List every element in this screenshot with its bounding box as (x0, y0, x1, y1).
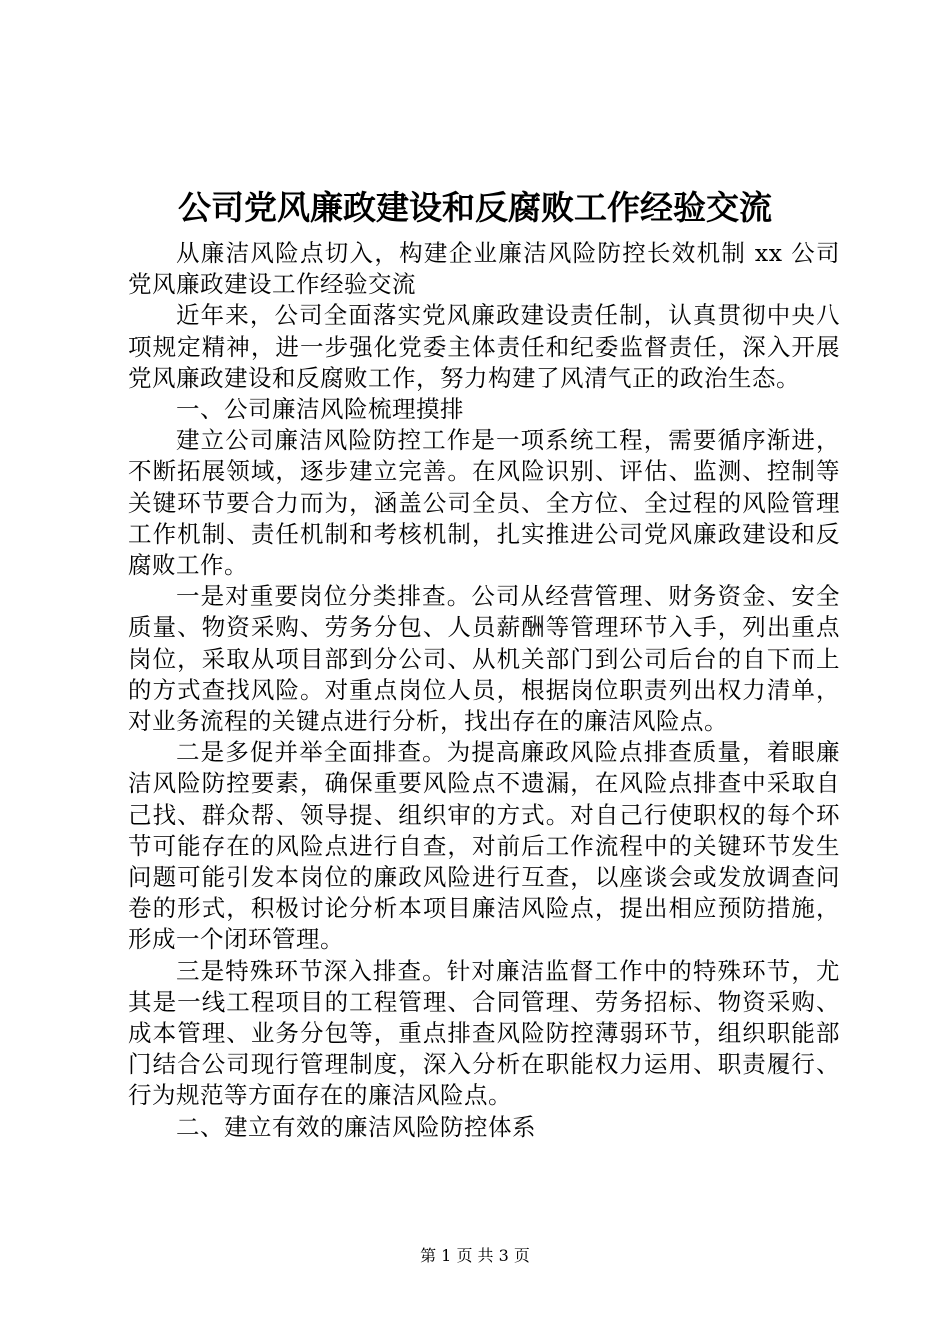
document-body (128, 238, 840, 1143)
paragraph-intro: 近年来，公司全面落实党风廉政建设责任制，认真贯彻中央八项规定精神，进一步强化党委主体责任和纪委监督责任，深入开展党风廉政建设和反腐败工作，努力构建了风清气正的政治生态。 (128, 301, 840, 392)
page-footer: 第 1 页 共 3 页 (420, 1246, 530, 1265)
paragraph-point-1: 一是对重要岗位分类排查。公司从经营管理、财务资金、安全质量、物资采购、劳务分包、人员薪酬等管理环节入手，列出重点岗位，采取从项目部到分公司、从机关部门到公司后台的自下而上的方式查找风险。对重点岗位人员，根据岗位职责列出权力清单，对业务流程的关键点进行分析，找出存在的廉洁风险点。 (128, 582, 840, 736)
paragraph-system: 建立公司廉洁风险防控工作是一项系统工程，需要循序渐进，不断拓展领域，逐步建立完善。在风险识别、评估、监测、控制等关键环节要合力而为，涵盖公司全员、全方位、全过程的风险管理工作机制、责任机制和考核机制，扎实推进公司党风廉政建设和反腐败工作。 (128, 426, 840, 580)
paragraph-subtitle: 从廉洁风险点切入，构建企业廉洁风险防控长效机制 xx 公司党风廉政建设工作经验交流 (128, 239, 840, 299)
document-title: 公司党风廉政建设和反腐败工作经验交流 (178, 188, 772, 227)
section-heading-2: 二、建立有效的廉洁风险防控体系 (176, 1112, 536, 1141)
paragraph-point-2: 二是多促并举全面排查。为提高廉政风险点排查质量，着眼廉洁风险防控要素，确保重要风险点不遗漏，在风险点排查中采取自己找、群众帮、领导提、组织审的方式。对自己行使职权的每个环节可能存在的风险点进行自查，对前后工作流程中的关键环节发生问题可能引发本岗位的廉政风险进行互查，以座谈会或发放调查问卷的形式，积极讨论分析本项目廉洁风险点，提出相应预防措施，形成一个闭环管理。 (128, 738, 840, 954)
paragraph-point-3: 三是特殊环节深入排查。针对廉洁监督工作中的特殊环节，尤其是一线工程项目的工程管理、合同管理、劳务招标、物资采购、成本管理、业务分包等，重点排查风险防控薄弱环节，组织职能部门结合公司现行管理制度，深入分析在职能权力运用、职责履行、行为规范等方面存在的廉洁风险点。 (128, 956, 840, 1110)
section-heading-1: 一、公司廉洁风险梳理摸排 (176, 395, 464, 424)
